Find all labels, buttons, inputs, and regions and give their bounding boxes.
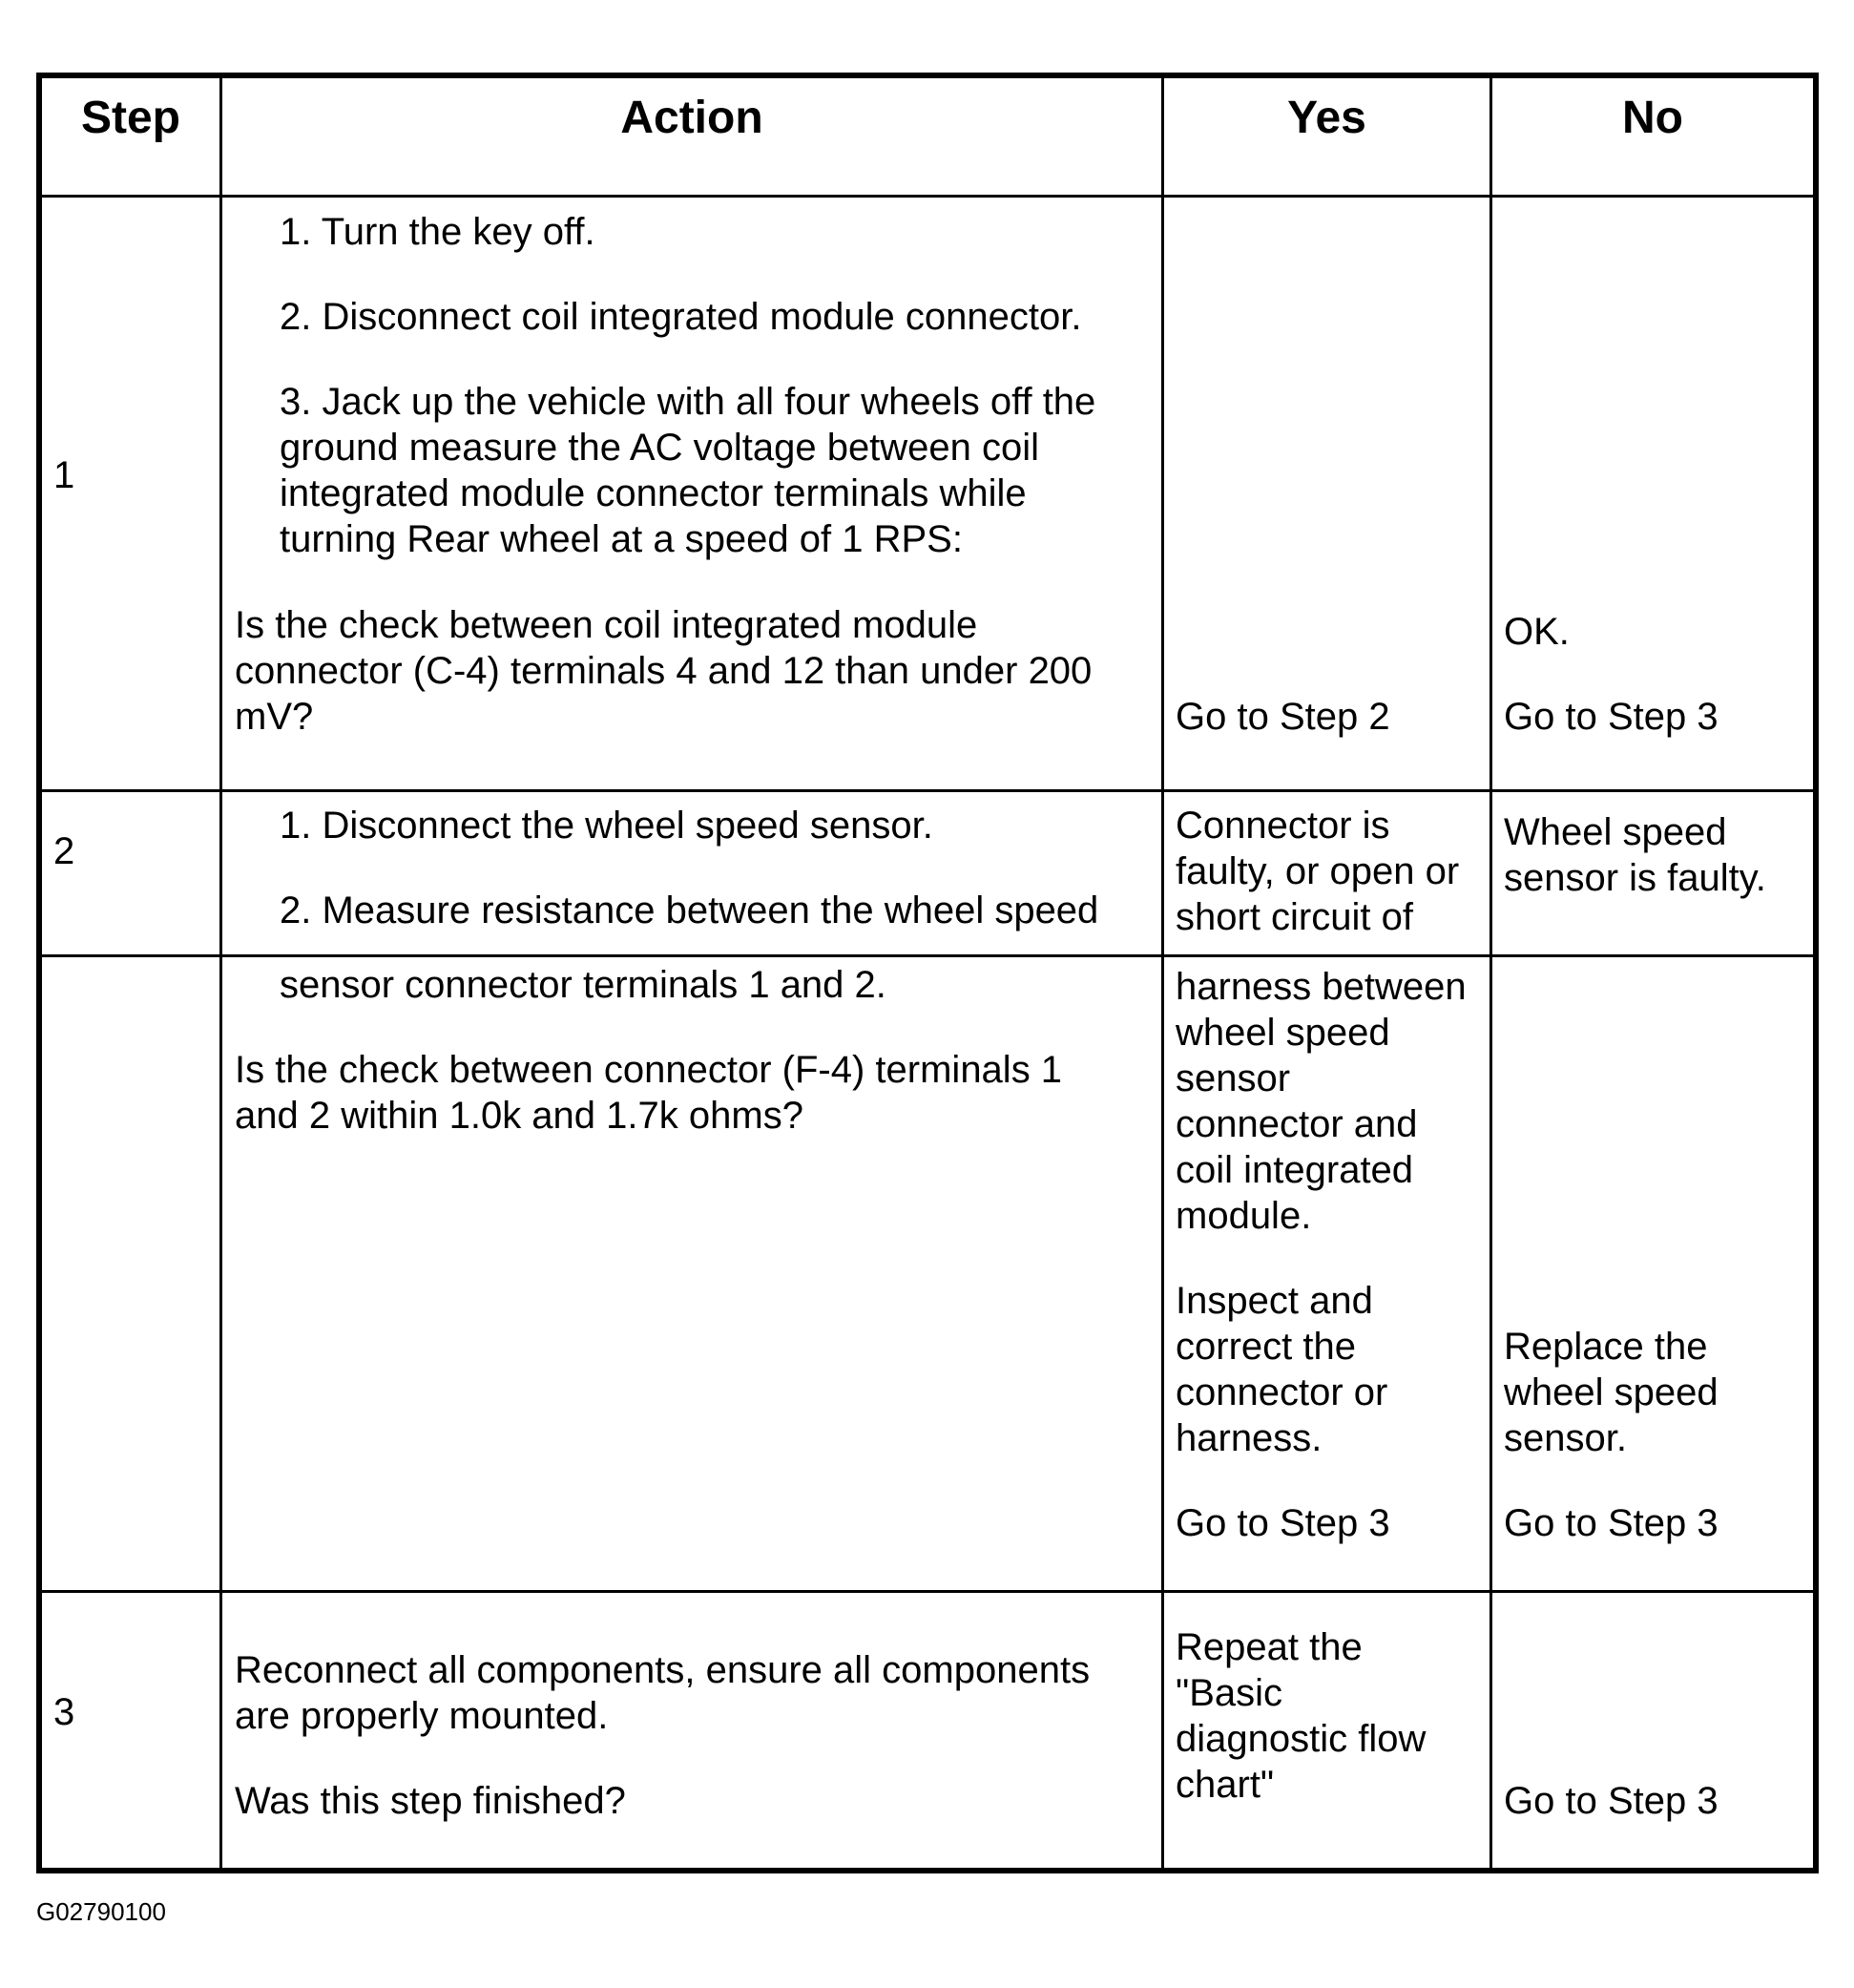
column-divider xyxy=(1489,78,1492,1868)
yes-result: Go to Step 2 xyxy=(1176,696,1390,738)
yes-result: chart" xyxy=(1176,1764,1275,1806)
header-no: No xyxy=(1622,93,1683,143)
step-number: 3 xyxy=(53,1691,75,1733)
row-divider xyxy=(42,1590,1813,1593)
step-number: 1 xyxy=(53,454,75,496)
yes-result: module. xyxy=(1176,1195,1312,1237)
no-result: sensor is faulty. xyxy=(1504,857,1766,899)
check-question: Is the check between coil integrated module xyxy=(235,604,978,646)
yes-result: coil integrated xyxy=(1176,1149,1414,1191)
row-divider xyxy=(42,954,1813,957)
figure-code: G02790100 xyxy=(36,1897,166,1926)
yes-result: sensor xyxy=(1176,1057,1291,1099)
no-result: Wheel speed xyxy=(1504,811,1727,853)
no-result: OK. xyxy=(1504,611,1570,653)
no-result: Go to Step 3 xyxy=(1504,696,1719,738)
check-question: connector (C-4) terminals 4 and 12 than under 200 xyxy=(235,650,1093,692)
yes-action: correct the xyxy=(1176,1326,1356,1368)
step-number: 2 xyxy=(53,830,75,872)
column-divider xyxy=(1161,78,1164,1868)
yes-action: connector or xyxy=(1176,1371,1388,1413)
yes-goto: Go to Step 3 xyxy=(1176,1502,1390,1544)
action-item: sensor connector terminals 1 and 2. xyxy=(280,964,886,1006)
header-action: Action xyxy=(620,93,763,143)
yes-result: harness between xyxy=(1176,966,1467,1008)
yes-action: Inspect and xyxy=(1176,1280,1373,1322)
yes-result: "Basic xyxy=(1176,1672,1283,1714)
header-step: Step xyxy=(80,93,180,143)
no-action: sensor. xyxy=(1504,1417,1627,1459)
check-question: mV? xyxy=(235,696,314,738)
row-divider xyxy=(42,789,1813,792)
action-item: 2. Measure resistance between the wheel speed xyxy=(280,889,1099,931)
action-item: are properly mounted. xyxy=(235,1695,609,1737)
no-action: wheel speed xyxy=(1504,1371,1719,1413)
check-question: Is the check between connector (F-4) terminals 1 xyxy=(235,1049,1063,1091)
yes-result: faulty, or open or xyxy=(1176,850,1460,892)
check-question: and 2 within 1.0k and 1.7k ohms? xyxy=(235,1095,803,1137)
yes-result: Connector is xyxy=(1176,805,1390,847)
row-divider xyxy=(42,195,1813,198)
no-goto: Go to Step 3 xyxy=(1504,1502,1719,1544)
yes-result: connector and xyxy=(1176,1103,1418,1145)
action-item: 2. Disconnect coil integrated module connector. xyxy=(280,296,1082,338)
check-question: Was this step finished? xyxy=(235,1780,626,1822)
column-divider xyxy=(219,78,222,1868)
action-item: turning Rear wheel at a speed of 1 RPS: xyxy=(280,518,963,560)
action-item: integrated module connector terminals while xyxy=(280,472,1027,514)
action-item: 3. Jack up the vehicle with all four wheels off the xyxy=(280,381,1096,423)
yes-action: harness. xyxy=(1176,1417,1323,1459)
header-yes: Yes xyxy=(1287,93,1366,143)
no-action: Replace the xyxy=(1504,1326,1708,1368)
action-item: 1. Turn the key off. xyxy=(280,211,595,253)
yes-result: Repeat the xyxy=(1176,1626,1363,1668)
no-result: Go to Step 3 xyxy=(1504,1780,1719,1822)
yes-result: short circuit of xyxy=(1176,896,1413,938)
action-item: 1. Disconnect the wheel speed sensor. xyxy=(280,805,933,847)
action-item: Reconnect all components, ensure all components xyxy=(235,1649,1091,1691)
yes-result: diagnostic flow xyxy=(1176,1718,1427,1760)
action-item: ground measure the AC voltage between coil xyxy=(280,427,1040,469)
yes-result: wheel speed xyxy=(1176,1012,1390,1054)
